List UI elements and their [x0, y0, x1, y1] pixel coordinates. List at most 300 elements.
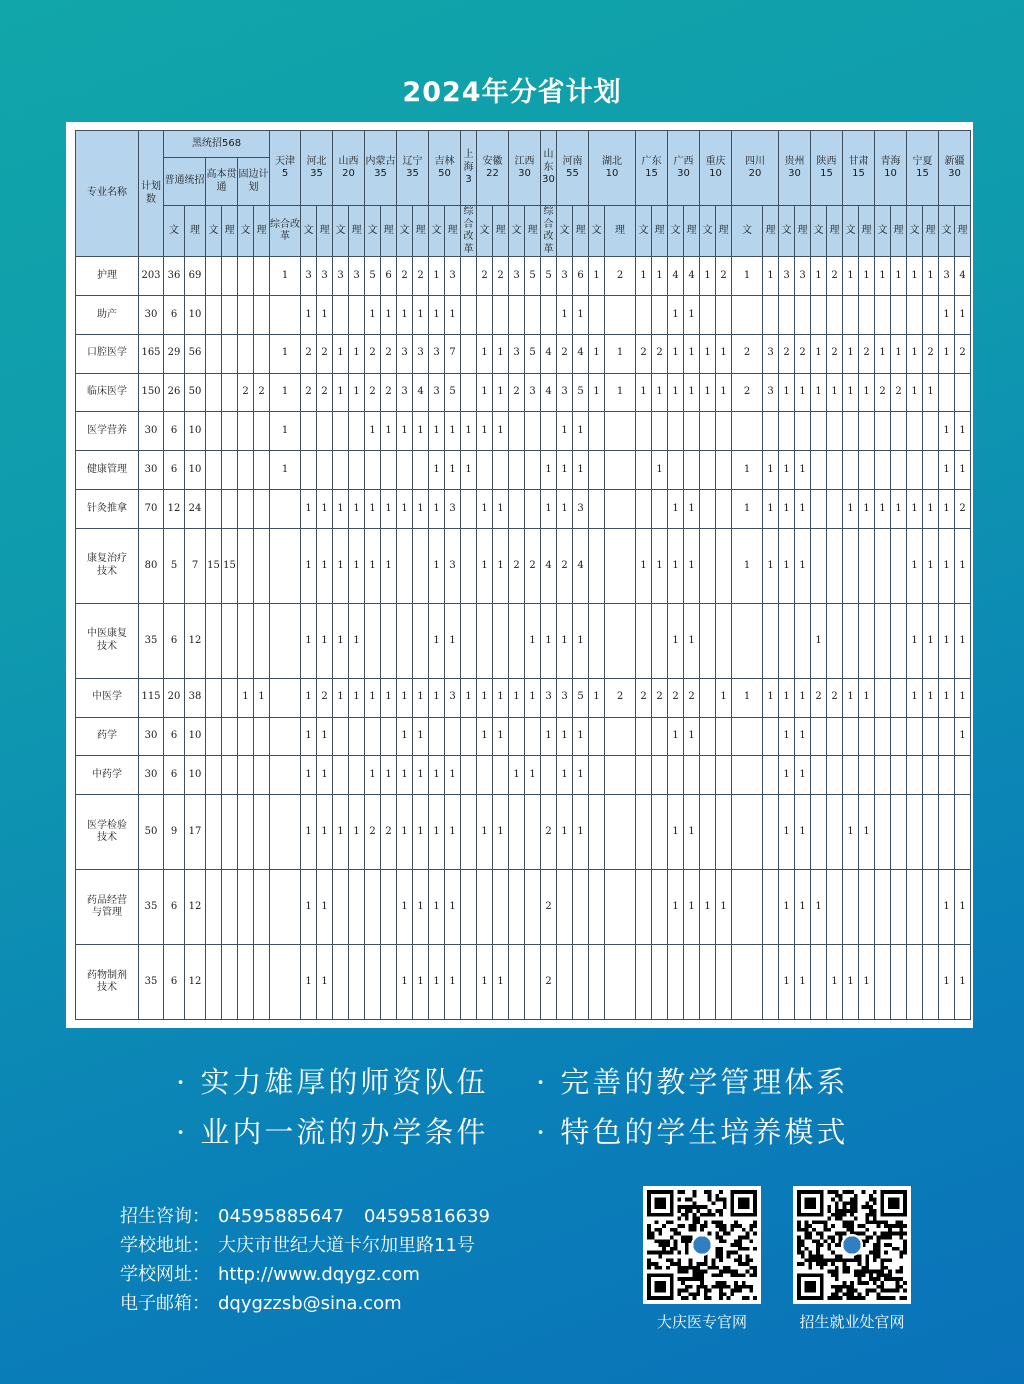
table-cell [605, 603, 636, 678]
table-cell: 1 [573, 603, 589, 678]
table-cell: 5 [541, 257, 557, 296]
table-cell: 1 [477, 334, 493, 373]
table-cell: 2 [652, 678, 668, 717]
feature-item: · 完善的教学管理体系 [536, 1065, 849, 1099]
phone-2[interactable]: 04595816639 [363, 1206, 490, 1227]
table-cell [843, 529, 859, 604]
header-li: 理 [185, 206, 206, 257]
table-cell: 1 [525, 678, 541, 717]
plan-count-cell: 35 [139, 870, 164, 945]
table-cell: 3 [429, 334, 445, 373]
table-cell: 1 [907, 257, 923, 296]
table-cell: 1 [939, 945, 955, 1020]
table-cell: 1 [907, 678, 923, 717]
table-cell [843, 451, 859, 490]
table-cell [509, 451, 525, 490]
table-cell [732, 756, 763, 795]
table-cell: 4 [573, 334, 589, 373]
table-cell [859, 529, 875, 604]
table-cell [668, 451, 684, 490]
table-cell: 1 [557, 451, 573, 490]
table-cell: 1 [270, 257, 301, 296]
table-cell [763, 603, 779, 678]
table-cell: 1 [445, 295, 461, 334]
email-link[interactable]: dqygzzsb@sina.com [218, 1293, 402, 1314]
table-cell: 4 [541, 334, 557, 373]
province-quota: 10 [605, 168, 619, 179]
table-cell: 1 [301, 717, 317, 756]
table-cell [875, 678, 891, 717]
header-li: 理 [652, 206, 668, 257]
major-name: 药学 [76, 717, 139, 756]
table-cell: 1 [349, 373, 365, 412]
table-cell: 1 [939, 529, 955, 604]
table-cell: 1 [397, 490, 413, 529]
header-wen: 文 [238, 206, 254, 257]
header-li: 理 [795, 206, 811, 257]
table-cell: 10 [185, 412, 206, 451]
table-cell [605, 451, 636, 490]
table-cell [636, 717, 652, 756]
table-cell: 1 [795, 490, 811, 529]
table-cell: 1 [413, 412, 429, 451]
table-cell: 1 [684, 295, 700, 334]
table-cell: 2 [811, 678, 827, 717]
table-cell [461, 870, 477, 945]
table-cell: 1 [445, 870, 461, 945]
table-cell [206, 451, 222, 490]
table-cell: 1 [557, 490, 573, 529]
table-cell: 36 [164, 257, 185, 296]
table-cell [636, 603, 652, 678]
table-cell: 1 [493, 490, 509, 529]
table-cell: 10 [185, 756, 206, 795]
table-cell: 1 [875, 334, 891, 373]
major-name: 医学营养 [76, 412, 139, 451]
table-cell: 1 [939, 870, 955, 945]
table-cell: 1 [429, 678, 445, 717]
table-cell: 3 [939, 257, 955, 296]
table-cell [827, 756, 843, 795]
table-cell: 1 [573, 451, 589, 490]
table-cell [301, 451, 317, 490]
table-cell: 1 [700, 373, 716, 412]
header-wen: 文 [589, 206, 605, 257]
table-cell [589, 451, 605, 490]
table-cell: 2 [779, 334, 795, 373]
table-cell [493, 756, 509, 795]
table-cell [605, 412, 636, 451]
table-cell [349, 870, 365, 945]
table-cell [238, 717, 254, 756]
phone-1[interactable]: 04595885647 [218, 1206, 344, 1227]
table-cell [652, 795, 668, 870]
table-cell: 1 [445, 945, 461, 1020]
table-cell: 17 [185, 795, 206, 870]
plan-count-cell: 35 [139, 945, 164, 1020]
table-cell [891, 603, 907, 678]
table-cell: 1 [811, 373, 827, 412]
table-cell: 2 [413, 257, 429, 296]
table-row [76, 870, 1024, 945]
table-cell [652, 756, 668, 795]
header-wen: 文 [779, 206, 795, 257]
table-cell: 1 [381, 678, 397, 717]
table-cell [923, 795, 939, 870]
table-cell: 1 [779, 756, 795, 795]
table-cell [700, 529, 716, 604]
table-cell: 3 [349, 257, 365, 296]
table-cell: 2 [668, 678, 684, 717]
table-cell: 2 [955, 334, 971, 373]
table-cell: 2 [923, 334, 939, 373]
table-cell: 2 [317, 678, 333, 717]
table-cell [589, 870, 605, 945]
table-cell [811, 529, 827, 604]
table-cell [811, 795, 827, 870]
table-cell [891, 295, 907, 334]
header-li: 理 [827, 206, 843, 257]
table-cell [732, 717, 763, 756]
table-cell [859, 717, 875, 756]
table-cell: 2 [525, 529, 541, 604]
plan-count-cell: 150 [139, 373, 164, 412]
table-cell: 2 [317, 334, 333, 373]
table-cell: 1 [589, 257, 605, 296]
table-cell: 1 [955, 295, 971, 334]
table-cell [413, 451, 429, 490]
header-province [779, 131, 811, 206]
table-cell: 1 [541, 603, 557, 678]
table-cell [333, 945, 349, 1020]
table-cell: 2 [557, 529, 573, 604]
table-row [76, 451, 1024, 490]
table-cell [907, 717, 923, 756]
table-cell: 1 [827, 945, 843, 1020]
table-cell [589, 945, 605, 1020]
table-cell: 1 [859, 373, 875, 412]
table-cell [222, 678, 238, 717]
table-cell [700, 717, 716, 756]
table-cell [636, 756, 652, 795]
header-wen: 文 [429, 206, 445, 257]
table-cell: 20 [164, 678, 185, 717]
table-cell [525, 412, 541, 451]
table-cell [955, 373, 971, 412]
header-wen: 文 [397, 206, 413, 257]
table-cell: 1 [779, 451, 795, 490]
table-cell: 1 [795, 756, 811, 795]
table-cell [589, 717, 605, 756]
table-cell: 1 [716, 373, 732, 412]
major-name: 护理 [76, 257, 139, 296]
table-cell: 1 [668, 334, 684, 373]
table-cell: 1 [795, 717, 811, 756]
table-cell: 1 [955, 945, 971, 1020]
table-cell: 1 [573, 756, 589, 795]
table-cell [636, 490, 652, 529]
header-wen: 文 [636, 206, 652, 257]
table-cell [763, 717, 779, 756]
province-quota: 10 [709, 168, 722, 179]
table-cell [700, 678, 716, 717]
table-cell: 1 [923, 603, 939, 678]
table-cell: 1 [461, 678, 477, 717]
table-cell: 2 [254, 373, 270, 412]
qr-code-icon[interactable] [793, 1186, 911, 1304]
table-cell [907, 451, 923, 490]
website-link[interactable]: http://www.dqygz.com [218, 1264, 420, 1285]
table-cell: 1 [652, 373, 668, 412]
table-cell [222, 603, 238, 678]
table-cell [381, 603, 397, 678]
header-province [875, 131, 907, 206]
table-cell [206, 295, 222, 334]
table-cell: 6 [381, 257, 397, 296]
table-cell: 7 [445, 334, 461, 373]
province-quota: 22 [486, 168, 499, 179]
table-cell: 1 [445, 451, 461, 490]
table-row [76, 257, 1024, 296]
header-province [557, 131, 589, 206]
table-cell: 1 [923, 678, 939, 717]
table-cell [827, 870, 843, 945]
table-cell: 1 [413, 870, 429, 945]
table-cell: 1 [779, 529, 795, 604]
table-cell [509, 870, 525, 945]
table-cell [700, 490, 716, 529]
major-name: 药品经营 与管理 [76, 870, 139, 945]
table-cell [716, 490, 732, 529]
table-cell [333, 412, 349, 451]
table-cell [238, 412, 254, 451]
table-cell [397, 529, 413, 604]
table-cell [700, 412, 716, 451]
table-cell: 1 [445, 795, 461, 870]
table-cell [859, 412, 875, 451]
table-cell [477, 870, 493, 945]
table-cell: 1 [413, 678, 429, 717]
feature-item: · 特色的学生培养模式 [536, 1115, 849, 1149]
province-name: 宁夏 [912, 155, 933, 167]
table-cell: 1 [381, 295, 397, 334]
table-cell: 1 [843, 334, 859, 373]
table-row [76, 490, 1024, 529]
table-cell: 5 [573, 373, 589, 412]
table-cell [365, 945, 381, 1020]
table-cell: 1 [397, 945, 413, 1020]
table-cell: 1 [333, 490, 349, 529]
plan-count-cell: 203 [139, 257, 164, 296]
table-row [76, 295, 1024, 334]
table-cell [254, 529, 270, 604]
major-name: 中医学 [76, 678, 139, 717]
table-cell: 1 [317, 870, 333, 945]
table-cell [333, 295, 349, 334]
table-cell [206, 678, 222, 717]
table-cell: 1 [333, 795, 349, 870]
table-cell: 2 [541, 795, 557, 870]
table-cell: 1 [795, 529, 811, 604]
table-cell [716, 295, 732, 334]
table-cell: 1 [317, 603, 333, 678]
table-cell: 38 [185, 678, 206, 717]
table-cell: 1 [939, 295, 955, 334]
table-cell: 1 [477, 945, 493, 1020]
table-cell: 1 [397, 717, 413, 756]
table-cell [827, 795, 843, 870]
header-li: 理 [493, 206, 509, 257]
header-province [732, 131, 779, 206]
table-cell: 1 [445, 412, 461, 451]
table-cell: 1 [301, 795, 317, 870]
table-cell: 1 [365, 490, 381, 529]
table-cell [222, 717, 238, 756]
table-cell: 7 [185, 529, 206, 604]
table-cell: 56 [185, 334, 206, 373]
table-cell: 1 [827, 373, 843, 412]
table-cell: 2 [827, 334, 843, 373]
major-name: 中药学 [76, 756, 139, 795]
table-cell [636, 795, 652, 870]
table-cell: 1 [397, 795, 413, 870]
table-cell: 1 [589, 678, 605, 717]
table-cell [525, 490, 541, 529]
table-cell [397, 451, 413, 490]
header-li: 理 [445, 206, 461, 257]
table-cell: 1 [779, 490, 795, 529]
table-cell [605, 870, 636, 945]
plan-count-cell: 30 [139, 412, 164, 451]
table-cell [605, 945, 636, 1020]
major-name: 中医康复 技术 [76, 603, 139, 678]
table-cell: 1 [652, 257, 668, 296]
table-cell [509, 412, 525, 451]
table-cell [875, 412, 891, 451]
table-cell: 1 [477, 529, 493, 604]
table-cell: 1 [605, 334, 636, 373]
table-cell [238, 257, 254, 296]
table-cell [365, 603, 381, 678]
table-cell [923, 295, 939, 334]
table-cell: 1 [413, 756, 429, 795]
table-cell [891, 529, 907, 604]
province-quota: 15 [916, 168, 929, 179]
table-cell [525, 870, 541, 945]
table-cell: 1 [493, 373, 509, 412]
table-cell [461, 257, 477, 296]
table-cell: 3 [397, 334, 413, 373]
table-cell: 2 [732, 373, 763, 412]
province-name: 广东 [641, 155, 662, 167]
header-li: 理 [684, 206, 700, 257]
table-cell [541, 412, 557, 451]
header-wen: 文 [333, 206, 349, 257]
table-cell: 1 [955, 678, 971, 717]
table-cell: 1 [811, 603, 827, 678]
table-cell: 1 [843, 945, 859, 1020]
table-cell: 4 [955, 257, 971, 296]
table-cell: 1 [763, 257, 779, 296]
province-name: 山西 [338, 155, 359, 167]
table-cell: 5 [525, 334, 541, 373]
table-cell: 1 [254, 678, 270, 717]
table-cell: 1 [509, 756, 525, 795]
table-cell: 6 [164, 756, 185, 795]
table-cell: 1 [700, 334, 716, 373]
province-quota: 55 [566, 168, 579, 179]
header-province [907, 131, 939, 206]
table-cell: 3 [557, 373, 573, 412]
province-quota: 30 [542, 174, 555, 186]
header-province [333, 131, 365, 206]
table-cell [891, 756, 907, 795]
table-cell: 3 [333, 257, 349, 296]
header-major: 专业名称 [76, 131, 139, 257]
table-cell: 1 [349, 529, 365, 604]
table-cell: 1 [365, 295, 381, 334]
table-cell [939, 373, 955, 412]
table-cell: 1 [684, 490, 700, 529]
table-cell: 1 [795, 795, 811, 870]
table-cell: 1 [333, 529, 349, 604]
province-quota: 15 [645, 168, 658, 179]
plan-count-cell: 115 [139, 678, 164, 717]
table-cell: 2 [509, 529, 525, 604]
table-cell: 1 [557, 603, 573, 678]
table-cell: 3 [509, 334, 525, 373]
table-cell: 1 [684, 529, 700, 604]
table-cell [795, 412, 811, 451]
table-cell: 1 [349, 795, 365, 870]
table-cell: 1 [875, 490, 891, 529]
plan-count-cell: 30 [139, 756, 164, 795]
table-cell: 1 [413, 945, 429, 1020]
province-name: 广西 [673, 155, 694, 167]
table-cell [349, 756, 365, 795]
table-cell [461, 295, 477, 334]
table-cell: 1 [779, 717, 795, 756]
table-cell: 50 [185, 373, 206, 412]
table-cell [206, 412, 222, 451]
table-cell: 1 [349, 334, 365, 373]
qr-caption: 招生就业处官网 [799, 1313, 905, 1331]
table-cell [270, 795, 301, 870]
table-cell [811, 756, 827, 795]
table-cell: 1 [605, 373, 636, 412]
header-province [668, 131, 700, 206]
table-cell [700, 795, 716, 870]
table-cell: 2 [684, 678, 700, 717]
table-cell: 3 [525, 373, 541, 412]
table-cell: 3 [557, 257, 573, 296]
table-cell: 1 [763, 529, 779, 604]
table-cell [763, 295, 779, 334]
table-cell: 1 [333, 678, 349, 717]
table-cell: 1 [477, 717, 493, 756]
header-province [843, 131, 875, 206]
table-cell [652, 490, 668, 529]
table-cell: 1 [779, 373, 795, 412]
table-cell [955, 756, 971, 795]
province-quota: 35 [310, 168, 323, 179]
table-cell: 1 [636, 529, 652, 604]
qr-code-icon[interactable] [643, 1186, 761, 1304]
header-wen: 文 [732, 206, 763, 257]
table-cell [843, 870, 859, 945]
table-cell: 12 [185, 945, 206, 1020]
table-cell [779, 295, 795, 334]
